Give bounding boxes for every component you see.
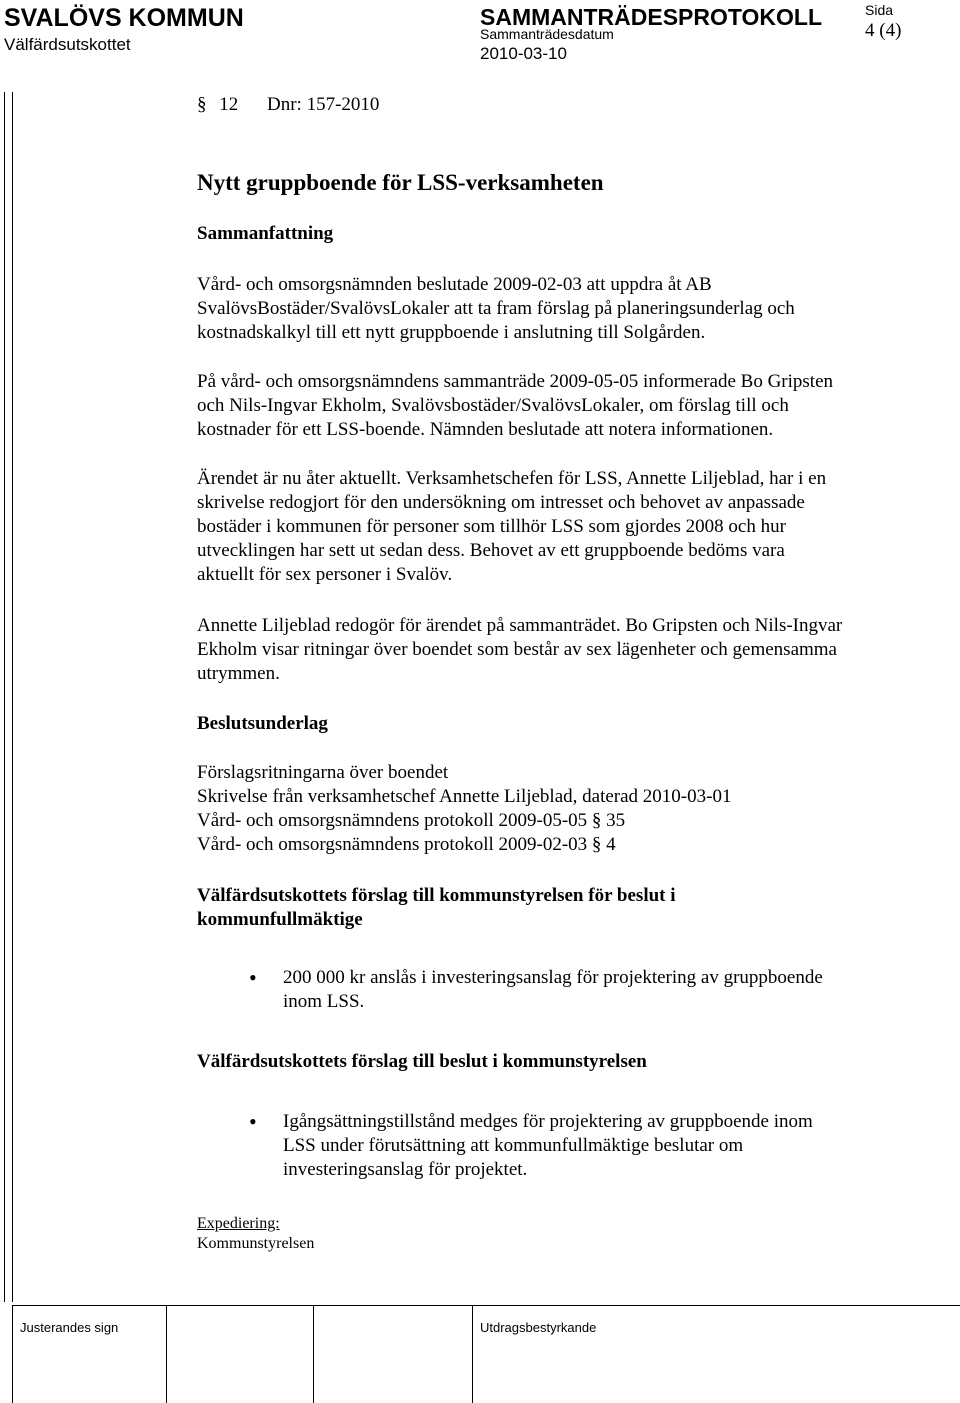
proposal-board-heading: Välfärdsutskottets förslag till beslut i kommunstyrelsen: [197, 1051, 647, 1072]
summary-p3-line: aktuellt för sex personer i Svalöv.: [197, 564, 453, 585]
summary-p3-line: utvecklingen har sett ut sedan dess. Behovet av ett gruppboende bedöms vara: [197, 540, 785, 561]
diary-number: Dnr: 157-2010: [267, 94, 380, 115]
summary-p4-line: utrymmen.: [197, 663, 280, 684]
meeting-date: 2010-03-10: [480, 44, 567, 63]
bullet-icon: •: [249, 1109, 257, 1134]
basis-item: Förslagsritningarna över boendet: [197, 762, 449, 783]
bullet-icon: •: [249, 965, 257, 990]
proposal-board-bullet-line: Igångsättningstillstånd medges för projektering av gruppboende inom: [283, 1111, 813, 1132]
item-title: Nytt gruppboende för LSS-verksamheten: [197, 170, 604, 195]
page-number: 4 (4): [865, 20, 902, 41]
paragraph-header: [197, 93, 379, 117]
margin-rule-inner: [12, 92, 13, 1302]
footer-cell-border: [166, 1305, 167, 1403]
basis-item: Vård- och omsorgsnämndens protokoll 2009-02-03 § 4: [197, 834, 616, 855]
document-type: SAMMANTRÄDESPROTOKOLL: [480, 4, 823, 30]
summary-p4-line: Ekholm visar ritningar över boendet som består av sex lägenheter och gemensamma: [197, 639, 837, 660]
dispatch-recipient: Kommunstyrelsen: [197, 1235, 315, 1252]
summary-p3-line: Ärendet är nu åter aktuellt. Verksamhetschefen för LSS, Annette Liljeblad, har i en: [197, 468, 827, 489]
basis-heading: Beslutsunderlag: [197, 713, 328, 734]
committee-name: Välfärdsutskottet: [4, 35, 131, 54]
summary-p1-line: kostnadskalkyl till ett nytt gruppboende i anslutning till Solgården.: [197, 322, 706, 343]
footer-cell-border: [12, 1305, 13, 1403]
proposal-council-heading: kommunfullmäktige: [197, 909, 363, 930]
proposal-board-bullet-line: LSS under förutsättning att kommunfullmäktige beslutar om: [283, 1135, 744, 1156]
proposal-council-heading: Välfärdsutskottets förslag till kommunstyrelsen för beslut i: [197, 885, 676, 906]
summary-p4-line: Annette Liljeblad redogör för ärendet på sammanträdet. Bo Gripsten och Nils-Ingvar: [197, 615, 843, 636]
footer-cell-border: [472, 1305, 473, 1403]
summary-p2-line: och Nils-Ingvar Ekholm, Svalövsbostäder/SvalövsLokaler, om förslag till och: [197, 395, 789, 416]
summary-heading: Sammanfattning: [197, 223, 334, 244]
organization-name: SVALÖVS KOMMUN: [4, 4, 244, 32]
summary-p2-line: kostnader för ett LSS-boende. Nämnden beslutade att notera informationen.: [197, 419, 774, 440]
footer-cell-border: [313, 1305, 314, 1403]
proposal-council-bullet-line: 200 000 kr anslås i investeringsanslag för projektering av gruppboende: [283, 967, 823, 988]
signature-label: Justerandes sign: [20, 1320, 119, 1335]
summary-p1-line: Vård- och omsorgsnämnden beslutade 2009-02-03 att uppdra åt AB: [197, 274, 712, 295]
proposal-council-bullet-line: inom LSS.: [283, 991, 365, 1012]
section-mark: §: [197, 94, 207, 115]
summary-p3-line: bostäder i kommunen för personer som tillhör LSS som gjordes 2008 och hur: [197, 516, 786, 537]
footer-rule: [12, 1305, 960, 1306]
certification-label: Utdragsbestyrkande: [480, 1320, 597, 1335]
basis-item: Skrivelse från verksamhetschef Annette Liljeblad, daterad 2010-03-01: [197, 786, 732, 807]
paragraph-number: 12: [219, 94, 239, 115]
proposal-board-bullet-line: investeringsanslag för projektet.: [283, 1159, 528, 1180]
summary-p1-line: SvalövsBostäder/SvalövsLokaler att ta fram förslag på planeringsunderlag och: [197, 298, 795, 319]
dispatch-label: Expediering:: [197, 1215, 280, 1232]
basis-item: Vård- och omsorgsnämndens protokoll 2009-05-05 § 35: [197, 810, 626, 831]
margin-rule-outer: [4, 92, 5, 1302]
page-label: Sida: [865, 2, 894, 18]
meeting-date-label: Sammanträdesdatum: [480, 26, 614, 42]
summary-p2-line: På vård- och omsorgsnämndens sammanträde 2009-05-05 informerade Bo Gripsten: [197, 371, 833, 392]
summary-p3-line: skrivelse redogjort för den undersökning om intresset och behovet av anpassade: [197, 492, 805, 513]
